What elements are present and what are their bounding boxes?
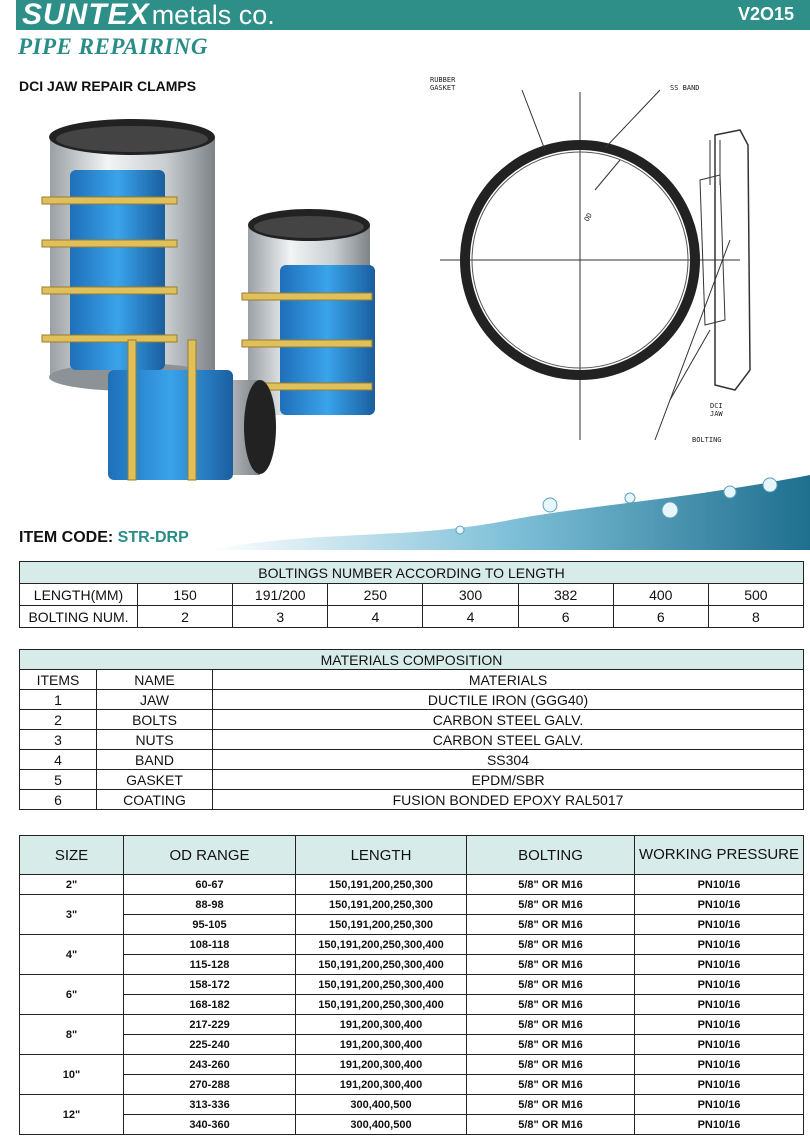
materials-header: ITEMS <box>20 670 97 690</box>
od-label: OD <box>582 211 594 223</box>
clamp-cross-section-diagram <box>410 70 805 450</box>
bolting-cell: 5/8" OR M16 <box>467 875 635 895</box>
working-pressure-header: WORKING PRESSURE <box>635 836 804 875</box>
pressure-cell: PN10/16 <box>635 875 804 895</box>
size-row <box>20 1115 804 1135</box>
size-cell: 8" <box>20 1015 124 1055</box>
rubber-gasket-label-2: GASKET <box>430 84 456 92</box>
bolting-cell: 6 <box>518 606 613 628</box>
version-label: V2O15 <box>737 4 794 24</box>
od-range-header: OD RANGE <box>124 836 296 875</box>
bolting-cell: 5/8" OR M16 <box>467 1095 635 1115</box>
sizes-table-body <box>20 875 804 1135</box>
length-cell: 150,191,200,250,300,400 <box>296 935 467 955</box>
od-range-cell: 108-118 <box>124 935 296 955</box>
od-range-cell: 217-229 <box>124 1015 296 1035</box>
length-header: LENGTH <box>296 836 467 875</box>
materials-header: NAME <box>97 670 213 690</box>
dci-jaw-label-1: DCI <box>710 402 723 410</box>
length-cell: 150,191,200,250,300,400 <box>296 975 467 995</box>
length-cell: 250 <box>328 584 423 606</box>
size-cell: 6" <box>20 975 124 1015</box>
od-range-cell: 168-182 <box>124 995 296 1015</box>
od-range-cell: 115-128 <box>124 955 296 975</box>
size-row <box>20 875 804 895</box>
bolting-cell: 5/8" OR M16 <box>467 1115 635 1135</box>
bolting-cell: 5/8" OR M16 <box>467 1035 635 1055</box>
materials-table <box>19 649 804 810</box>
material-name: NUTS <box>97 730 213 750</box>
size-row <box>20 995 804 1015</box>
water-splash-decoration <box>210 470 810 550</box>
size-row <box>20 975 804 995</box>
material-name: BOLTS <box>97 710 213 730</box>
pressure-cell: PN10/16 <box>635 975 804 995</box>
material-value: CARBON STEEL GALV. <box>213 710 804 730</box>
od-range-cell: 313-336 <box>124 1095 296 1115</box>
length-cell: 382 <box>518 584 613 606</box>
bolting-cell: 4 <box>328 606 423 628</box>
brand-main: SUNTEX <box>22 0 150 31</box>
sizes-table <box>19 835 804 1135</box>
item-code-label: ITEM CODE: <box>19 529 114 546</box>
material-item: 2 <box>20 710 97 730</box>
length-cell: 300 <box>423 584 518 606</box>
length-cell: 191,200,300,400 <box>296 1075 467 1095</box>
bolting-cell: 4 <box>423 606 518 628</box>
material-value: EPDM/SBR <box>213 770 804 790</box>
size-cell: 2" <box>20 875 124 895</box>
od-range-cell: 60-67 <box>124 875 296 895</box>
brand-logo <box>22 0 275 32</box>
pressure-cell: PN10/16 <box>635 1055 804 1075</box>
materials-table-title: MATERIALS COMPOSITION <box>20 650 804 670</box>
size-row <box>20 895 804 915</box>
size-row <box>20 1015 804 1035</box>
pressure-cell: PN10/16 <box>635 895 804 915</box>
od-range-cell: 340-360 <box>124 1115 296 1135</box>
material-name: BAND <box>97 750 213 770</box>
size-cell: 10" <box>20 1055 124 1095</box>
product-title: DCI JAW REPAIR CLAMPS <box>19 78 197 94</box>
length-cell: 191/200 <box>233 584 328 606</box>
material-item: 1 <box>20 690 97 710</box>
dci-jaw-label-2: JAW <box>710 410 723 418</box>
material-item: 5 <box>20 770 97 790</box>
material-item: 6 <box>20 790 97 810</box>
material-name: JAW <box>97 690 213 710</box>
pressure-cell: PN10/16 <box>635 915 804 935</box>
size-cell: 3" <box>20 895 124 935</box>
od-range-cell: 225-240 <box>124 1035 296 1055</box>
size-row <box>20 935 804 955</box>
rubber-gasket-label-1: RUBBER <box>430 76 456 84</box>
size-row <box>20 1075 804 1095</box>
bolting-cell: 5/8" OR M16 <box>467 1055 635 1075</box>
bolting-cell: 5/8" OR M16 <box>467 895 635 915</box>
length-cell: 500 <box>708 584 803 606</box>
od-range-cell: 270-288 <box>124 1075 296 1095</box>
pressure-cell: PN10/16 <box>635 1035 804 1055</box>
brand-header-bar <box>16 0 810 30</box>
material-value: DUCTILE IRON (GGG40) <box>213 690 804 710</box>
length-cell: 191,200,300,400 <box>296 1015 467 1035</box>
od-range-cell: 158-172 <box>124 975 296 995</box>
ss-band-label: SS BAND <box>670 84 700 92</box>
pressure-cell: PN10/16 <box>635 955 804 975</box>
length-cell: 400 <box>613 584 708 606</box>
length-cell: 191,200,300,400 <box>296 1055 467 1075</box>
item-code <box>19 529 189 547</box>
length-cell: 300,400,500 <box>296 1115 467 1135</box>
material-item: 3 <box>20 730 97 750</box>
bolting-cell: 5/8" OR M16 <box>467 955 635 975</box>
bolting-cell: 2 <box>138 606 233 628</box>
bolting-cell: 8 <box>708 606 803 628</box>
size-row <box>20 1055 804 1075</box>
length-row-label: LENGTH(MM) <box>20 584 138 606</box>
boltings-table <box>19 561 804 628</box>
bolting-cell: 5/8" OR M16 <box>467 1015 635 1035</box>
size-cell: 12" <box>20 1095 124 1135</box>
material-item: 4 <box>20 750 97 770</box>
size-cell: 4" <box>20 935 124 975</box>
pressure-cell: PN10/16 <box>635 1075 804 1095</box>
od-range-cell: 95-105 <box>124 915 296 935</box>
pressure-cell: PN10/16 <box>635 995 804 1015</box>
section-title: PIPE REPAIRING <box>18 34 208 59</box>
bolting-cell: 3 <box>233 606 328 628</box>
length-cell: 150,191,200,250,300 <box>296 915 467 935</box>
bolting-cell: 5/8" OR M16 <box>467 975 635 995</box>
od-range-cell: 88-98 <box>124 895 296 915</box>
size-header: SIZE <box>20 836 124 875</box>
item-code-value: STR-DRP <box>117 529 189 546</box>
length-cell: 300,400,500 <box>296 1095 467 1115</box>
length-cell: 150 <box>138 584 233 606</box>
length-cell: 150,191,200,250,300 <box>296 895 467 915</box>
material-name: GASKET <box>97 770 213 790</box>
size-row <box>20 915 804 935</box>
material-value: SS304 <box>213 750 804 770</box>
pressure-cell: PN10/16 <box>635 935 804 955</box>
bolting-cell: 5/8" OR M16 <box>467 995 635 1015</box>
boltings-table-title: BOLTINGS NUMBER ACCORDING TO LENGTH <box>20 562 804 584</box>
length-cell: 150,191,200,250,300 <box>296 875 467 895</box>
product-photo <box>30 115 400 510</box>
pressure-cell: PN10/16 <box>635 1115 804 1135</box>
bolting-header: BOLTING <box>467 836 635 875</box>
size-row <box>20 1035 804 1055</box>
material-value: CARBON STEEL GALV. <box>213 730 804 750</box>
length-cell: 150,191,200,250,300,400 <box>296 995 467 1015</box>
bolting-cell: 6 <box>613 606 708 628</box>
pressure-cell: PN10/16 <box>635 1095 804 1115</box>
size-row <box>20 955 804 975</box>
pressure-cell: PN10/16 <box>635 1015 804 1035</box>
bolting-row-label: BOLTING NUM. <box>20 606 138 628</box>
bolting-cell: 5/8" OR M16 <box>467 935 635 955</box>
bolting-cell: 5/8" OR M16 <box>467 915 635 935</box>
material-name: COATING <box>97 790 213 810</box>
material-value: FUSION BONDED EPOXY RAL5017 <box>213 790 804 810</box>
brand-sub: metals co. <box>151 0 275 30</box>
bolting-cell: 5/8" OR M16 <box>467 1075 635 1095</box>
materials-header: MATERIALS <box>213 670 804 690</box>
od-range-cell: 243-260 <box>124 1055 296 1075</box>
size-row <box>20 1095 804 1115</box>
bolting-label: BOLTING <box>692 436 722 444</box>
length-cell: 191,200,300,400 <box>296 1035 467 1055</box>
length-cell: 150,191,200,250,300,400 <box>296 955 467 975</box>
